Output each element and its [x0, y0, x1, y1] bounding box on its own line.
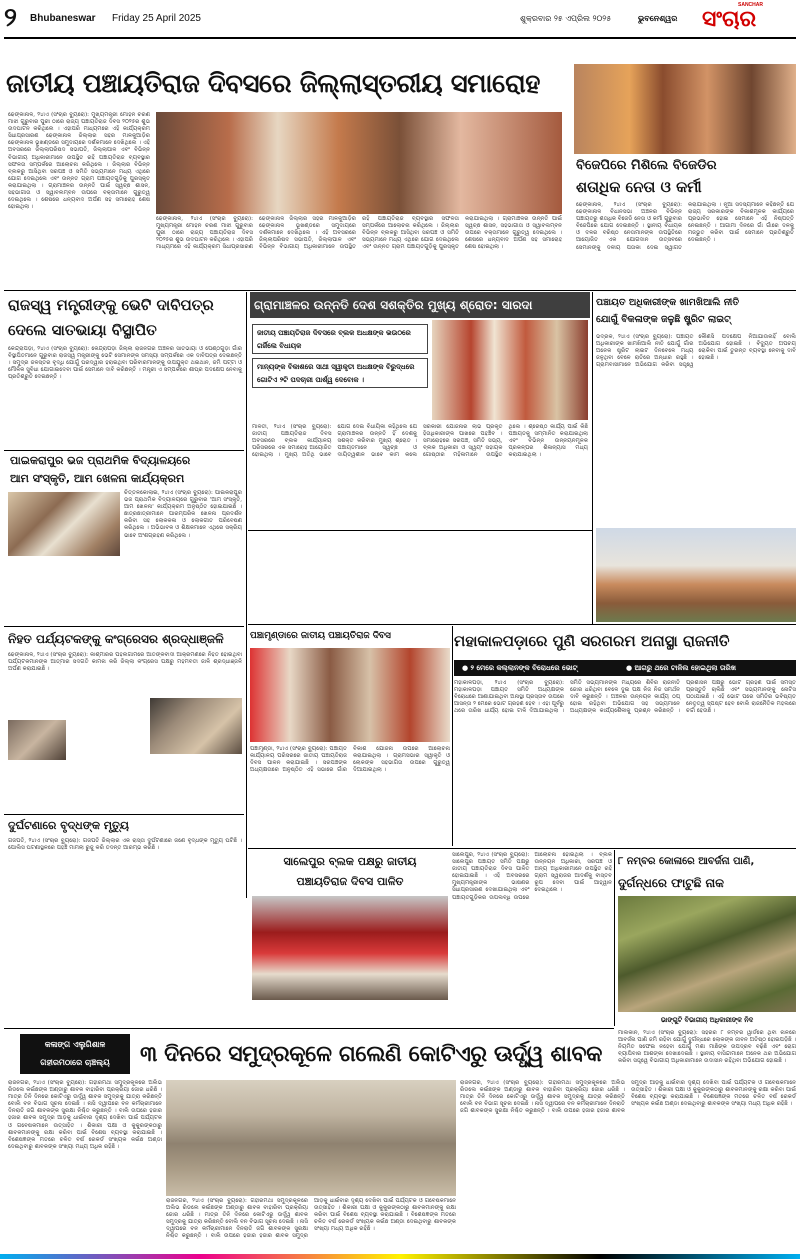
- story3-headline-line2: ଦେଲେ ସାତଭାୟା ବିସ୍ଥାପିତ: [8, 321, 157, 339]
- story7-sub2-box: [252, 358, 428, 388]
- story8-photo: [596, 528, 796, 622]
- story5-headline: ନିହତ ପର୍ଯ୍ୟଟକଙ୍କୁ କଂଗ୍ରେସର ଶ୍ରଦ୍ଧାଞ୍ଜଳି: [8, 632, 224, 646]
- paper-logo: [698, 0, 798, 36]
- story10-sub-right: ● ଆଗରୁ ଥରେ ଟାଳିଲ ହୋଇଥିଲା ତାରିଖ: [626, 664, 736, 672]
- date-or: ଶୁକ୍ରବାର ୨୫ ଏପ୍ରିଲ ୨୦୨୫: [520, 14, 612, 23]
- story13-kicker-line1: କଳାଙ୍ଗ ଏଲୁଗିଶାଳ: [44, 1040, 106, 1049]
- story2-headline-line1: ବିଜେପିରେ ମିଶିଲେ ବିଜେଡିର: [576, 158, 717, 173]
- story1-body-col1: ଢେଙ୍କାନାଳ, ୨୪ାଏ (ସଂଚାର ବ୍ୟୁରୋ): ମୁଖ୍ୟମନ୍ତ୍ରୀ ମୋହନ ଚରଣ ମାଝୀ ଗୁରୁବାର ପୁରୀ ଠାରେ ରାଜ୍ୟ ପଞ୍ଚାୟତିରାଜ ଦିବସ ୨୦୨୫ର ଶୁଭ ଉଦଘାଟନ କରିଥିଲେ । ଏହାପରି ମାଧ୍ୟମରେ ଏହି କାର୍ଯ୍ୟକ୍ରମ ସିଧାପ୍ରସାରଣ ଢେଙ୍କାନାଳ ଜିଲ୍ଲାର ସହର ମାଳକୁଆଡ଼ିର ଢେଙ୍କାନାଳ ଭୂଖଣ୍ଡରେ ସମୁଦାୟରେ ଦର୍ଶକମାନେ ଦେଖିଥିଲେ । ଏହି ଅବସରରେ ଜିଲ୍ଲାପରିଷଦ ସଭାପତି, ଜିଲ୍ଲାପାଳ ଏବଂ ବିଭିନ୍ନ ବିଭାଗୀୟ ଅଧିକାରୀମାନେ ଉପସ୍ଥିତ ରହି ପଞ୍ଚାୟତିରାଜ ବ୍ୟବସ୍ଥାର ସଫଳତା ସମ୍ପର୍କରେ ଆଲୋଚନା କରିଥିଲେ । ଜିଲ୍ଲାର ବିଭିନ୍ନ ବ୍ଲକରୁ ଆସିଥିବା ସରପଞ୍ଚ ଓ ସମିତି ସଭ୍ୟମାନେ ମଧ୍ୟ ଏଥିରେ ଯୋଗ ଦେଇଥିଲେ ଏବଂ ଉନ୍ନତ ଗ୍ରାମ ପଞ୍ଚାୟତଗୁଡ଼ିକୁ ପୁରସ୍କୃତ କରାଯାଇଥିଲା । ଗ୍ରାମାଞ୍ଚଳର ଉନ୍ନତି ପାଇଁ ସ୍ୱଚ୍ଛ ଶାସନ, ସହଭାଗୀତା ଓ ସ୍ୱାବଲମ୍ବନ ଉପରେ ବକ୍ତାମାନେ ଗୁରୁତ୍ୱ ଦେଇଥିଲେ । ଶେଷରେ ଧନ୍ୟବାଦ ଅର୍ପଣ ସହ ସମାରୋହ ଶେଷ ହୋଇଥିଲା ।: [8, 112, 150, 211]
- story9-photo: [250, 648, 450, 742]
- divider-top: [4, 290, 796, 291]
- vertical-divider-left: [246, 292, 247, 898]
- story7-sub2: ମାନ୍ୟଙ୍କ ବିକାଶରେ ସାଥୀ ସ୍ୱୀକୃତୀ ଅଧକ୍ଷଙ୍କ ବିରୁଦ୍ଧରେ ଗୋଟିଏ ୨ଟି ପଦଚାରୀ ପାର୍ଶ୍ୱ ଦେବୋକ ।: [257, 363, 415, 384]
- city-en: Bhubaneswar: [30, 13, 96, 24]
- story12-body: ମାଲକାନ, ୨୪ାଏ (ସଂଚାର ବ୍ୟୁରୋ): ସହରର ୮ ନମ୍ବର ୱାର୍ଡରେ ଥିବା ନାଳରେ ଆବର୍ଜନା ପାଣି ଜମି ରହିବା ଯୋଗୁଁ ଦୁର୍ଗନ୍ଧରେ ଲୋକଙ୍କ ଜୀବନ ଅତିଷ୍ଠ ହୋଇପଡ଼ିଛି । ନିୟମିତ ସଫେଇ ନହେବା ଯୋଗୁଁ ମଶା ମାଛିଙ୍କ ଉପଦ୍ରବ ବଢ଼ିଛି ଏବଂ ରୋଗ ବ୍ୟାପିବାର ଆଶଙ୍କା ଦେଖାଦେଇଛି । ସ୍ଥାନୀୟ ବାସିନ୍ଦାମାନେ ଅନେକ ଥର ଅଭିଯୋଗ କରିବା ସତ୍ତ୍ୱେ ବିଭାଗୀୟ ଅଧିକାରୀମାନେ ଉଦାସୀନ ରହିଥିବା ଅଭିଯୋଗ ହୋଇଛି ।: [618, 1030, 796, 1065]
- story2-body: ଢେଙ୍କାନାଳ, ୨୪ାଏ (ସଂଚାର ବ୍ୟୁରୋ): ଢେଙ୍କାନାଳ ବିଧାନସଭା ଅଞ୍ଚଳର ବିଭିନ୍ନ ପଞ୍ଚାୟତରୁ ଶତାଧିକ ବିଜେଡି ନେତା ଓ କର୍ମୀ ଗୁରୁବାର ବିଜେପିରେ ଯୋଗ ଦେଇଛନ୍ତି । ସ୍ଥାନୀୟ ବିଧାୟକ ଓ ଦଳର ବରିଷ୍ଠ ନେତାମାନଙ୍କ ଉପସ୍ଥିତିରେ ଆୟୋଜିତ ଏକ ଯୋଗଦାନ ଉତ୍ସବରେ ସେମାନଙ୍କୁ ଦଳୀୟ ପତାକା ଦେଇ ସ୍ୱାଗତ କରାଯାଇଥିଲା । ନୂଆ ସଦସ୍ୟମାନେ କହିଛନ୍ତି ଯେ ରାଜ୍ୟ ସରକାରଙ୍କ ବିକାଶମୂଳକ କାର୍ଯ୍ୟରେ ପ୍ରଭାବିତ ହୋଇ ସେମାନେ ଏହି ନିଷ୍ପତ୍ତି ନେଇଛନ୍ତି । ଆଗାମୀ ଦିନରେ ଗାଁ ଗାଁରେ ଦଳକୁ ମଜଭୁତ କରିବା ପାଇଁ ସେମାନେ ପ୍ରତିଶ୍ରୁତି ଦେଇଛନ୍ତି ।: [576, 202, 794, 251]
- story5-body: ଢେଙ୍କାନାଳ, ୨୪ାଏ (ସଂଚାର ବ୍ୟୁରୋ): କାଶ୍ମୀରର ପହଲଗାମରେ ଆତଙ୍କବାଦୀ ଆକ୍ରମଣରେ ନିହତ ହୋଇଥିବା ପର୍ଯ୍ୟଟକମାନଙ୍କ ଆତ୍ମାର ସଦଗତି କାମନା କରି ଜିଲ୍ଲା କଂଗ୍ରେସ ପକ୍ଷରୁ ମହମବତୀ ଜାଳି ଶ୍ରଦ୍ଧାଞ୍ଜଳି ଅର୍ପଣ କରାଯାଇଛି ।: [8, 652, 242, 673]
- paper-name: ସଂଚାର: [702, 7, 757, 32]
- divider-mid: [248, 530, 592, 531]
- divider-s5: [4, 814, 244, 815]
- story7-photo: [432, 320, 588, 420]
- story6-headline: ଦୁର୍ଘଟଣାରେ ବୃଦ୍ଧଙ୍କ ମୃତ୍ୟୁ: [8, 819, 129, 832]
- divider-mid-full: [248, 624, 796, 625]
- story10-sub-band: [454, 660, 796, 676]
- story11-headline-line1: ସାଲେପୁର ବ୍ଲକ ପକ୍ଷରୁ ଜାତୀୟ: [283, 855, 417, 868]
- story7-headline: ଗ୍ରାମାଞ୍ଚଳର ଉନ୍ନତି ଦେଶ ସଶକ୍ତିର ମୁଖ୍ୟ ଶ୍ରୋତ: ସାରଦା: [254, 298, 533, 312]
- story9-headline: ପଞ୍ଚାମୃଣ୍ଡାରେ ଜାତୀୟ ପଞ୍ଚାୟତିରାଜ ଦିବସ: [250, 631, 391, 641]
- masthead: [0, 0, 800, 38]
- story7-body: ମାଳତୀ, ୨୪ାଏ (ସଂଚାର ବ୍ୟୁରୋ): ଜାତୀୟ ପଞ୍ଚାୟତିରାଜ ଦିବସ ଅବସରରେ ବ୍ଲକ କାର୍ଯ୍ୟାଳୟ ପରିସରରେ ଏକ ସମାରୋହ ଆୟୋଜିତ ହୋଇଥିଲା । ମୁଖ୍ୟ ଅତିଥି ଭାବେ ଯୋଗ ଦେଇ ବିଧାୟିକା କହିଥିଲେ ଯେ ଗ୍ରାମାଞ୍ଚଳର ଉନ୍ନତି ହିଁ ଦେଶକୁ ସଶକ୍ତ କରିବାର ମୁଖ୍ୟ ଶ୍ରୋତ । ପଞ୍ଚାୟତମାନେ ସ୍ୱଚ୍ଛ ଓ ଦାୟିତ୍ୱଶୀଳ ଭାବେ କାମ କଲେ ସରକାରୀ ଯୋଜନାର ଲାଭ ପ୍ରକୃତ ହିତାଧିକାରୀଙ୍କ ପାଖରେ ପହଞ୍ଚିବ । ସମାରୋହରେ ସରପଞ୍ଚ, ସମିତି ସଭ୍ୟ, ବ୍ଲକ ଅଧିକାରୀ ଓ ସ୍ୱୟଂ ସହାୟକ ଗୋଷ୍ଠୀର ମହିଳାମାନେ ଉପସ୍ଥିତ ଥିଲେ । ଶ୍ରେଷ୍ଠ କାର୍ଯ୍ୟ ପାଇଁ କିଛି ପଞ୍ଚାୟତକୁ ସମ୍ମାନିତ କରାଯାଇଥିଲା ଏବଂ ବିଭିନ୍ନ ଉନ୍ନୟନମୂଳକ ପ୍ରକଳ୍ପର ଶିଳାନ୍ୟାସ ମଧ୍ୟ କରାଯାଇଥିଲା ।: [252, 424, 588, 459]
- divider-lower: [248, 848, 796, 849]
- story10-headline: ମହାକାଳପଡ଼ାରେ ପୁଣି ସରଗରମ ଅନାସ୍ଥା ରାଜନୀତି: [454, 632, 730, 650]
- story13-body-left: ରାଜନଗର, ୨୪ାଏ (ସଂଚାର ବ୍ୟୁରୋ): ଗହୀରମଥା ସମୁଦ୍ରକୂଳରେ ଅଲିଭ ରିଡଲେ କଇଁଛଙ୍କ ଅଣ୍ଡାରୁ ଶାବକ ବାହାରିବା ପ୍ରକ୍ରିୟା ଜୋର ଧରିଛି । ମାତ୍ର ତିନି ଦିନରେ କୋଟିଏରୁ ଊର୍ଦ୍ଧ୍ୱ ଶାବକ ସମୁଦ୍ରକୁ ଯାତ୍ରା କରିଛନ୍ତି ବୋଲି ବନ ବିଭାଗ ସୂଚନା ଦେଇଛି । ନାସି ଦ୍ୱୀପରେ ବନ କର୍ମଚାରୀମାନେ ଦିନରାତି ଜଗି ଶାବକଙ୍କ ସୁରକ୍ଷା ନିଶ୍ଚିତ କରୁଛନ୍ତି । ବାଲି ଉପରେ ହଜାର ହଜାର ଶାବକ ସମୁଦ୍ର ଆଡ଼କୁ ଧାଇଁବାର ଦୃଶ୍ୟ ଦେଖିବା ପାଇଁ ପର୍ଯ୍ୟଟକ ଓ ଗବେଷକମାନେ ଉତ୍ସାହିତ । ଶିକାରୀ ପକ୍ଷୀ ଓ କୁକୁରଙ୍କଠାରୁ ଶାବକମାନଙ୍କୁ ରକ୍ଷା କରିବା ପାଇଁ ବିଶେଷ ବ୍ୟବସ୍ଥା କରାଯାଇଛି । ବିଶେଷଜ୍ଞଙ୍କ ମତରେ ଚଳିତ ବର୍ଷ ରେକର୍ଡ ସଂଖ୍ୟକ କଇଁଛ ଅଣ୍ଡା ଦେଇଥିବାରୁ ଶାବକଙ୍କ ସଂଖ୍ୟା ମଧ୍ୟ ଅଧିକ ରହିଛି ।: [8, 1080, 162, 1150]
- divider-s3: [4, 450, 244, 451]
- story2-photo: [574, 64, 796, 154]
- story4-headline-line2: ଆମ ସଂସ୍କୃତି, ଆମ ଖେଳନା କାର୍ଯ୍ୟକ୍ରମ: [10, 472, 185, 485]
- story10-body: ମହାକାଳପଡ଼ା, ୨୪ାଏ (ସଂଚାର ବ୍ୟୁରୋ): ମହାକାଳପଡ଼ା ପଞ୍ଚାୟତ ସମିତି ଅଧ୍ୟକ୍ଷଙ୍କ ବିରୋଧରେ ଆଣାଯାଇଥିବା ଅନାସ୍ଥା ପ୍ରସ୍ତାବ ଉପରେ ଆସନ୍ତା ୨ ମେରେ ଭୋଟ ଗ୍ରହଣ ହେବ । ଏହା ପୂର୍ବରୁ ଥରେ ତାରିଖ ଧାର୍ଯ୍ୟ ହୋଇ ଟାଳି ଦିଆଯାଇଥିଲା । ସମିତି ସଭ୍ୟମାନଙ୍କ ମଧ୍ୟରେ ଶିବିର ରାଜନୀତି ଜୋର ଧରିଥିବା ବେଳେ ଦୁଇ ପକ୍ଷ ନିଜ ନିଜ ସମର୍ଥନ ଦାବି କରୁଛନ୍ତି । ଅଞ୍ଚଳର ଉନ୍ନୟନ କାର୍ଯ୍ୟ ଠପ୍ ହୋଇ ରହିଥିବା ଅଭିଯୋଗ ସହ ସଭ୍ୟମାନେ ଅଧ୍ୟକ୍ଷଙ୍କ କାର୍ଯ୍ୟଶୈଳୀକୁ ପ୍ରଶ୍ନ କରିଛନ୍ତି । ପ୍ରଶାସନ ପକ୍ଷରୁ ଭୋଟ ଗ୍ରହଣ ପାଇଁ ସମସ୍ତ ପ୍ରସ୍ତୁତି ଚାଲିଛି ଏବଂ ସଭ୍ୟମାନଙ୍କୁ ନୋଟିସ ପଠାଯାଇଛି । ଏହି ଭୋଟ ପରେ ସମିତିର ଭବିଷ୍ୟତ ନେତୃତ୍ୱ ସ୍ପଷ୍ଟ ହେବ ବୋଲି ରାଜନୈତିକ ମହଲରେ ଚର୍ଚ୍ଚା ହେଉଛି ।: [454, 680, 796, 715]
- story8-body: ଭଦ୍ରକ, ୨୪ାଏ (ସଂଚାର ବ୍ୟୁରୋ): ପଞ୍ଚାୟତ ଅଧିକାରୀଙ୍କ ଖାମଖିଆଲି ନୀତି ଯୋଗୁଁ ଗାଁର ଅନେକ ଷ୍ଟ୍ରିଟ ଲାଇଟ ଦିନବେଳେ ମଧ୍ୟ ଜଳୁଥିବା ବେଳେ ରାତିରେ ଅନ୍ଧାର ରହୁଛି । ଗ୍ରାମବାସୀମାନେ ଅଭିଯୋଗ କରିବା ସତ୍ତ୍ୱେ କୌଣସି ପଦକ୍ଷେପ ନିଆଯାଉନାହିଁ ବୋଲି ଅଭିଯୋଗ ହୋଇଛି । ବିଦ୍ୟୁତ ଅପଚୟ ରୋକିବା ପାଇଁ ତୁରନ୍ତ ବ୍ୟବସ୍ଥା ନେବାକୁ ଦାବି ହୋଇଛି ।: [596, 334, 796, 369]
- page-number: ୨: [4, 3, 17, 33]
- divider-bottom: [4, 1028, 614, 1029]
- story4-photo: [8, 492, 120, 556]
- story3-body: କେନ୍ଦ୍ରାପଡ଼ା, ୨୪ାଏ (ସଂଚାର ବ୍ୟୁରୋ): କେନ୍ଦ୍ରାପଡ଼ା ଜିଲ୍ଲା ରାଜନଗର ଅଞ୍ଚଳର ସାତଭାୟା ଓ ପେଣ୍ଠଗୁଡ଼ା ଗାଁର ବିସ୍ଥାପିତମାନେ ଗୁରୁବାର ରାଜସ୍ୱ ମନ୍ତ୍ରୀଙ୍କୁ ଭେଟି ସେମାନଙ୍କ ସମସ୍ୟା ସମ୍ପର୍କରେ ଏକ ଦାବିପତ୍ର ଦେଇଛନ୍ତି । ସମୁଦ୍ର ଜଳସ୍ତର ବୃଦ୍ଧି ଯୋଗୁଁ ଘରଦ୍ୱାର ହରାଇଥିବା ପରିବାରମାନଙ୍କୁ ଉପଯୁକ୍ତ ଥଇଥାନ, ଜମି ପଟ୍ଟା ଓ ମୌଳିକ ସୁବିଧା ଯୋଗାଇଦେବା ପାଇଁ ସେମାନେ ଦାବି କରିଛନ୍ତି । ମନ୍ତ୍ରୀ ଏ ସମ୍ପର୍କରେ ଶୀଘ୍ର ପଦକ୍ଷେପ ନେବାକୁ ପ୍ରତିଶ୍ରୁତି ଦେଇଛନ୍ତି ।: [8, 346, 242, 381]
- story13-kicker-line2: ଗହୀରମଠାରେ ଚାଞ୍ଚଲ୍ୟ: [40, 1058, 110, 1067]
- story2-headline-line2: ଶତାଧିକ ନେତା ଓ କର୍ମୀ: [576, 178, 702, 196]
- date-en: Friday 25 April 2025: [112, 13, 201, 24]
- story4-body: ଚିତ୍ତଳକୋଲାଇ, ୨୪ାଏ (ସଂଚାର ବ୍ୟୁରୋ): ପାଇକରାପୁର ଭଜ ପ୍ରାଥମିକ ବିଦ୍ୟାଳୟରେ ଗୁରୁବାର 'ଆମ ସଂସ୍କୃତି, ଆମ ଖେଳନା' କାର୍ଯ୍ୟକ୍ରମ ଅନୁଷ୍ଠିତ ହୋଇଯାଇଛି । ଛାତ୍ରଛାତ୍ରୀମାନେ ପାରମ୍ପରିକ ଖେଳନା ପ୍ରଦର୍ଶନ କରିବା ସହ ଲୋକକଳା ଓ ଲୋକଗୀତ ପରିବେଷଣ କରିଥିଲେ । ଅଭିଭାବକ ଓ ଶିକ୍ଷକମାନେ ଏଥିରେ ସକ୍ରିୟ ଭାବେ ଅଂଶଗ୍ରହଣ କରିଥିଲେ ।: [124, 490, 242, 539]
- city-or: ଭୁବନେଶ୍ୱର: [638, 14, 678, 23]
- vertical-divider-s12: [614, 850, 615, 1026]
- story1-photo: [156, 112, 562, 214]
- story12-headline-line1: ୮ ନମ୍ବର କୋଳାରେ ଆବର୍ଜନା ପାଣି,: [618, 856, 755, 867]
- story3-headline-line1: ରାଜସ୍ୱ ମନ୍ତ୍ରୀଙ୍କୁ ଭେଟି ଦାବିପତ୍ର: [8, 296, 214, 314]
- story13-body-mid: ରାଜନଗର, ୨୪ାଏ (ସଂଚାର ବ୍ୟୁରୋ): ଗହୀରମଥା ସମୁଦ୍ରକୂଳରେ ଅଲିଭ ରିଡଲେ କଇଁଛଙ୍କ ଅଣ୍ଡାରୁ ଶାବକ ବାହାରିବା ପ୍ରକ୍ରିୟା ଜୋର ଧରିଛି । ମାତ୍ର ତିନି ଦିନରେ କୋଟିଏରୁ ଊର୍ଦ୍ଧ୍ୱ ଶାବକ ସମୁଦ୍ରକୁ ଯାତ୍ରା କରିଛନ୍ତି ବୋଲି ବନ ବିଭାଗ ସୂଚନା ଦେଇଛି । ନାସି ଦ୍ୱୀପରେ ବନ କର୍ମଚାରୀମାନେ ଦିନରାତି ଜଗି ଶାବକଙ୍କ ସୁରକ୍ଷା ନିଶ୍ଚିତ କରୁଛନ୍ତି । ବାଲି ଉପରେ ହଜାର ହଜାର ଶାବକ ସମୁଦ୍ର ଆଡ଼କୁ ଧାଇଁବାର ଦୃଶ୍ୟ ଦେଖିବା ପାଇଁ ପର୍ଯ୍ୟଟକ ଓ ଗବେଷକମାନେ ଉତ୍ସାହିତ । ଶିକାରୀ ପକ୍ଷୀ ଓ କୁକୁରଙ୍କଠାରୁ ଶାବକମାନଙ୍କୁ ରକ୍ଷା କରିବା ପାଇଁ ବିଶେଷ ବ୍ୟବସ୍ଥା କରାଯାଇଛି । ବିଶେଷଜ୍ଞଙ୍କ ମତରେ ଚଳିତ ବର୍ଷ ରେକର୍ଡ ସଂଖ୍ୟକ କଇଁଛ ଅଣ୍ଡା ଦେଇଥିବାରୁ ଶାବକଙ୍କ ସଂଖ୍ୟା ମଧ୍ୟ ଅଧିକ ରହିଛି ।: [166, 1198, 456, 1240]
- divider-s4: [4, 626, 244, 627]
- paper-small-name: SANCHAR: [738, 2, 763, 8]
- story13-body-right: ରାଜନଗର, ୨୪ାଏ (ସଂଚାର ବ୍ୟୁରୋ): ଗହୀରମଥା ସମୁଦ୍ରକୂଳରେ ଅଲିଭ ରିଡଲେ କଇଁଛଙ୍କ ଅଣ୍ଡାରୁ ଶାବକ ବାହାରିବା ପ୍ରକ୍ରିୟା ଜୋର ଧରିଛି । ମାତ୍ର ତିନି ଦିନରେ କୋଟିଏରୁ ଊର୍ଦ୍ଧ୍ୱ ଶାବକ ସମୁଦ୍ରକୁ ଯାତ୍ରା କରିଛନ୍ତି ବୋଲି ବନ ବିଭାଗ ସୂଚନା ଦେଇଛି । ନାସି ଦ୍ୱୀପରେ ବନ କର୍ମଚାରୀମାନେ ଦିନରାତି ଜଗି ଶାବକଙ୍କ ସୁରକ୍ଷା ନିଶ୍ଚିତ କରୁଛନ୍ତି । ବାଲି ଉପରେ ହଜାର ହଜାର ଶାବକ ସମୁଦ୍ର ଆଡ଼କୁ ଧାଇଁବାର ଦୃଶ୍ୟ ଦେଖିବା ପାଇଁ ପର୍ଯ୍ୟଟକ ଓ ଗବେଷକମାନେ ଉତ୍ସାହିତ । ଶିକାରୀ ପକ୍ଷୀ ଓ କୁକୁରଙ୍କଠାରୁ ଶାବକମାନଙ୍କୁ ରକ୍ଷା କରିବା ପାଇଁ ବିଶେଷ ବ୍ୟବସ୍ଥା କରାଯାଇଛି । ବିଶେଷଜ୍ଞଙ୍କ ମତରେ ଚଳିତ ବର୍ଷ ରେକର୍ଡ ସଂଖ୍ୟକ କଇଁଛ ଅଣ୍ଡା ଦେଇଥିବାରୁ ଶାବକଙ୍କ ସଂଖ୍ୟା ମଧ୍ୟ ଅଧିକ ରହିଛି ।: [460, 1080, 796, 1115]
- story13-kicker-box: [20, 1034, 130, 1074]
- story9-body: ପଞ୍ଚାମୃଣ୍ଡା, ୨୪ାଏ (ସଂଚାର ବ୍ୟୁରୋ): ପଞ୍ଚାୟତ କାର୍ଯ୍ୟାଳୟ ପରିସରରେ ଜାତୀୟ ପଞ୍ଚାୟତିରାଜ ଦିବସ ପାଳନ କରାଯାଇଛି । ସରପଞ୍ଚଙ୍କ ଅଧ୍ୟକ୍ଷତାରେ ଅନୁଷ୍ଠିତ ଏହି ସଭାରେ ଗାଁର ବିକାଶ ଯୋଜନା ଉପରେ ଆଲୋଚନା କରାଯାଇଥିଲା । ଗ୍ରାମସଭାର ସ୍ୱୀକୃତି ଓ ଲୋକଙ୍କ ସହଭାଗିତା ଉପରେ ଗୁରୁତ୍ୱ ଦିଆଯାଇଥିଲା ।: [250, 746, 450, 774]
- vertical-divider-right: [592, 292, 593, 624]
- story11-photo: [252, 896, 448, 1000]
- story11-body: ସାଲେପୁର, ୨୪ାଏ (ସଂଚାର ବ୍ୟୁରୋ): ସାଲେପୁର ପଞ୍ଚାୟତ ସମିତି ପକ୍ଷରୁ ଜାତୀୟ ପଞ୍ଚାୟତିରାଜ ଦିବସ ପାଳିତ ହୋଇଯାଇଛି । ଏହି ଅବସରରେ ମୁଖ୍ୟମନ୍ତ୍ରୀଙ୍କ ଭାଷଣର ସିଧାପ୍ରସାରଣ ଦେଖାଯାଇଥିଲା ଏବଂ ପଞ୍ଚାୟତଗୁଡ଼ିକର ଉପଲବ୍ଧି ଉପରେ ଆଲୋଚନା ହୋଇଥିଲା । ବ୍ଲକ ଉନ୍ନୟନ ଅଧିକାରୀ, ସରପଞ୍ଚ ଓ ଅନ୍ୟ ଅଧିକାରୀମାନେ ଉପସ୍ଥିତ ରହି ଗ୍ରାମ ସ୍ୱରାଜର ଆଦର୍ଶକୁ ବାସ୍ତବ ରୂପ ଦେବା ପାଇଁ ଆହ୍ୱାନ ଦେଇଥିଲେ ।: [452, 852, 612, 901]
- story8-headline-line1: ପଞ୍ଚାୟତ ଅଧିକାରୀଙ୍କ ଖାମଖିଆଲି ନୀତି: [596, 297, 740, 308]
- story11-headline-line2: ପଞ୍ଚାୟତିରାଜ ଦିବସ ପାଳିତ: [296, 875, 404, 888]
- story13-headline: ୩ ଦିନରେ ସମୁଦ୍ରକୂଳେ ଗଲେଣି କୋଟିଏରୁ ଊର୍ଦ୍ଧ୍ୱ ଶାବକ: [140, 1042, 602, 1067]
- color-registration-bar: [0, 1254, 800, 1259]
- story6-body: ଗଜପତି, ୨୪ାଏ (ସଂଚାର ବ୍ୟୁରୋ): ଗଜପତି ଜିଲ୍ଲାର ଏକ ରାସ୍ତା ଦୁର୍ଘଟଣାରେ ଜଣେ ବୃଦ୍ଧଙ୍କ ମୃତ୍ୟୁ ଘଟିଛି । ପୋଲିସ ଘଟଣାସ୍ଥଳରେ ପହଞ୍ଚି ମାମଲା ରୁଜୁ କରି ତଦନ୍ତ ଆରମ୍ଭ କରିଛି ।: [8, 838, 242, 852]
- story7-sub1-box: [252, 324, 428, 354]
- story5-photo-2: [150, 698, 242, 754]
- story7-sub1: ଜାତୀୟ ପଞ୍ଚାୟତିରାଜ ଦିବସରେ ବ୍ଲକ ଅଧକ୍ଷଙ୍କ ଭଉଠରେ ଗର୍ଜିଲେ ବିଧାୟକ: [257, 329, 411, 350]
- vertical-divider-s9: [452, 626, 453, 846]
- story10-sub-left: ● ୨ ମେରେ କଲ୍ଲାନଙ୍କ ବିରୋଧରେ ଭୋଟ୍: [462, 664, 578, 672]
- masthead-rule: [4, 37, 796, 39]
- story13-photo: [166, 1080, 456, 1196]
- story12-caption: ଭାଙ୍ଗୁଟି ବିଭାଗୀୟ ଅଧିକାରୀଙ୍କ ନିଦ: [660, 1016, 754, 1024]
- story12-photo: [618, 896, 796, 1012]
- story4-headline: ପାଇକରାପୁର ଭଜ ପ୍ରାଥମିକ ବିଦ୍ୟାଳୟରେ: [10, 454, 191, 467]
- story1-headline: ଜାତୀୟ ପଞ୍ଚାୟତିରାଜ ଦିବସରେ ଜିଲ୍ଲାସ୍ତରୀୟ ସମାରୋହ: [6, 69, 540, 99]
- story1-body-col2: ଢେଙ୍କାନାଳ, ୨୪ାଏ (ସଂଚାର ବ୍ୟୁରୋ): ମୁଖ୍ୟମନ୍ତ୍ରୀ ମୋହନ ଚରଣ ମାଝୀ ଗୁରୁବାର ପୁରୀ ଠାରେ ରାଜ୍ୟ ପଞ୍ଚାୟତିରାଜ ଦିବସ ୨୦୨୫ର ଶୁଭ ଉଦଘାଟନ କରିଥିଲେ । ଏହାପରି ମାଧ୍ୟମରେ ଏହି କାର୍ଯ୍ୟକ୍ରମ ସିଧାପ୍ରସାରଣ ଢେଙ୍କାନାଳ ଜିଲ୍ଲାର ସହର ମାଳକୁଆଡ଼ିର ଢେଙ୍କାନାଳ ଭୂଖଣ୍ଡରେ ସମୁଦାୟରେ ଦର୍ଶକମାନେ ଦେଖିଥିଲେ । ଏହି ଅବସରରେ ଜିଲ୍ଲାପରିଷଦ ସଭାପତି, ଜିଲ୍ଲାପାଳ ଏବଂ ବିଭିନ୍ନ ବିଭାଗୀୟ ଅଧିକାରୀମାନେ ଉପସ୍ଥିତ ରହି ପଞ୍ଚାୟତିରାଜ ବ୍ୟବସ୍ଥାର ସଫଳତା ସମ୍ପର୍କରେ ଆଲୋଚନା କରିଥିଲେ । ଜିଲ୍ଲାର ବିଭିନ୍ନ ବ୍ଲକରୁ ଆସିଥିବା ସରପଞ୍ଚ ଓ ସମିତି ସଭ୍ୟମାନେ ମଧ୍ୟ ଏଥିରେ ଯୋଗ ଦେଇଥିଲେ ଏବଂ ଉନ୍ନତ ଗ୍ରାମ ପଞ୍ଚାୟତଗୁଡ଼ିକୁ ପୁରସ୍କୃତ କରାଯାଇଥିଲା । ଗ୍ରାମାଞ୍ଚଳର ଉନ୍ନତି ପାଇଁ ସ୍ୱଚ୍ଛ ଶାସନ, ସହଭାଗୀତା ଓ ସ୍ୱାବଲମ୍ବନ ଉପରେ ବକ୍ତାମାନେ ଗୁରୁତ୍ୱ ଦେଇଥିଲେ । ଶେଷରେ ଧନ୍ୟବାଦ ଅର୍ପଣ ସହ ସମାରୋହ ଶେଷ ହୋଇଥିଲା ।: [156, 216, 562, 251]
- story12-headline-line2: ଦୁର୍ଗନ୍ଧରେ ଫାଟୁଛି ନାକ: [618, 876, 725, 890]
- story5-photo: [8, 720, 66, 760]
- story7-headline-band: [250, 292, 590, 318]
- story8-headline-line2: ଯୋଗୁଁ ବିକଳାଙ୍କ ଜଳୁଛି ଷ୍ଟ୍ରିଟ ଲାଇଟ୍: [596, 314, 731, 325]
